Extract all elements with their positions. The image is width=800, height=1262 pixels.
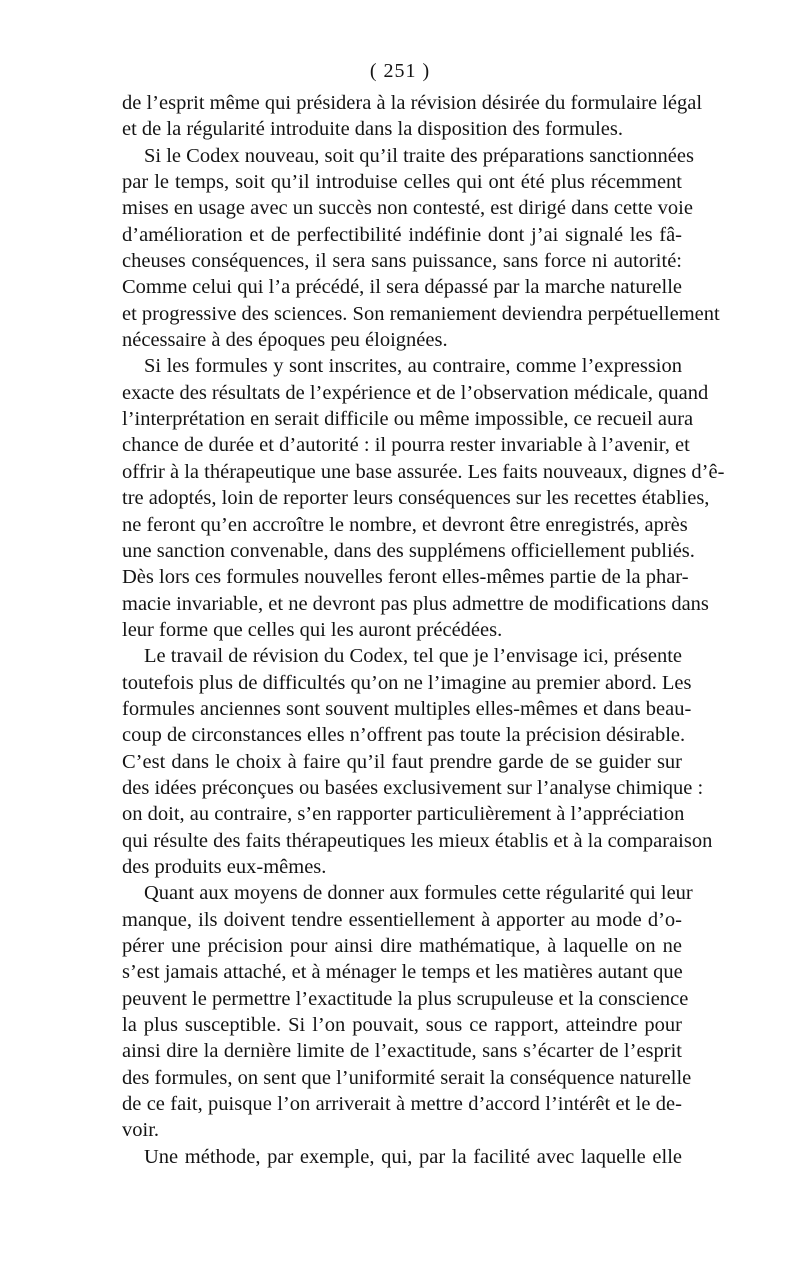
text-line: qui résulte des faits thérapeutiques les mieux établis et à la comparaison (122, 829, 713, 852)
text-line: cheuses conséquences, il sera sans puissance, sans force ni autorité: (122, 250, 682, 273)
text-line: et de la régularité introduite dans la disposition des formules. (122, 118, 623, 141)
text-line: mises en usage avec un succès non contesté, est dirigé dans cette voie (122, 197, 693, 220)
text-line: des produits eux-mêmes. (122, 855, 327, 878)
text-line: offrir à la thérapeutique une base assurée. Les faits nouveaux, dignes d’ê- (122, 460, 725, 483)
text-line: exacte des résultats de l’expérience et de l’observation médicale, quand (122, 381, 709, 404)
text-line: on doit, au contraire, s’en rapporter particulièrement à l’appréciation (122, 803, 685, 826)
text-line: la plus susceptible. Si l’on pouvait, sous ce rapport, atteindre pour (122, 1014, 682, 1037)
text-line: pérer une précision pour ainsi dire mathématique, à laquelle on ne (122, 935, 682, 957)
text-line: Dès lors ces formules nouvelles feront elles-mêmes partie de la phar- (122, 566, 689, 589)
text-line: de ce fait, puisque l’on arriverait à mettre d’accord l’intérêt et le de- (122, 1093, 682, 1116)
page-number: ( 251 ) (369, 60, 431, 82)
paragraph (122, 90, 703, 143)
text-line: peuvent le permettre l’exactitude la plus scrupuleuse et la conscience (122, 987, 689, 1010)
text-line: voir. (122, 1119, 160, 1142)
text-line: macie invariable, et ne devront pas plus admettre de modifications dans (122, 592, 709, 615)
text-line: par le temps, soit qu’il introduise celles qui ont été plus récemment (122, 171, 682, 194)
paragraph (122, 1144, 682, 1170)
text-line: de l’esprit même qui présidera à la révision désirée du formulaire légal (122, 92, 703, 114)
paragraph (122, 643, 713, 880)
text-line: Si le Codex nouveau, soit qu’il traite des préparations sanctionnées (144, 144, 694, 167)
text-line: Comme celui qui l’a précédé, il sera dépassé par la marche naturelle (122, 276, 682, 299)
text-line: Une méthode, par exemple, qui, par la facilité avec laquelle elle (144, 1145, 682, 1168)
text-line: chance de durée et d’autorité : il pourra rester invariable à l’avenir, et (122, 434, 690, 457)
text-line: Le travail de révision du Codex, tel que je l’envisage ici, présente (144, 645, 682, 668)
text-line: coup de circonstances elles n’offrent pas toute la précision désirable. (122, 724, 686, 747)
paragraph (122, 353, 725, 643)
text-line: leur forme que celles qui les auront précédées. (122, 618, 503, 641)
text-line: nécessaire à des époques peu éloignées. (122, 329, 448, 352)
paragraph (122, 143, 720, 354)
text-line: s’est jamais attaché, et à ménager le temps et les matières autant que (122, 961, 683, 984)
paragraph (122, 880, 693, 1143)
text-line: manque, ils doivent tendre essentiellement à apporter au mode d’o- (122, 908, 682, 931)
text-line: C’est dans le choix à faire qu’il faut prendre garde de se guider sur (122, 750, 682, 773)
text-line: ainsi dire la dernière limite de l’exactitude, sans s’écarter de l’esprit (122, 1040, 682, 1063)
text-line: Quant aux moyens de donner aux formules cette régularité qui leur (144, 882, 693, 905)
text-line: d’amélioration et de perfectibilité indéfinie dont j’ai signalé les fâ- (122, 223, 682, 246)
text-line: Si les formules y sont inscrites, au contraire, comme l’expression (144, 355, 682, 378)
text-line: tre adoptés, loin de reporter leurs conséquences sur les recettes établies, (122, 487, 710, 510)
text-line: une sanction convenable, dans des supplémens officiellement publiés. (122, 539, 695, 562)
body-text (122, 90, 725, 1170)
text-line: et progressive des sciences. Son remaniement deviendra perpétuellement (122, 302, 720, 325)
text-line: des idées préconçues ou basées exclusivement sur l’analyse chimique : (122, 776, 704, 799)
text-line: l’interprétation en serait difficile ou même impossible, ce recueil aura (122, 408, 694, 431)
text-line: formules anciennes sont souvent multiples elles-mêmes et dans beau- (122, 697, 692, 720)
text-line: toutefois plus de difficultés qu’on ne l’imagine au premier abord. Les (122, 671, 692, 694)
text-line: des formules, on sent que l’uniformité serait la conséquence naturelle (122, 1066, 692, 1089)
text-line: ne feront qu’en accroître le nombre, et devront être enregistrés, après (122, 513, 688, 536)
